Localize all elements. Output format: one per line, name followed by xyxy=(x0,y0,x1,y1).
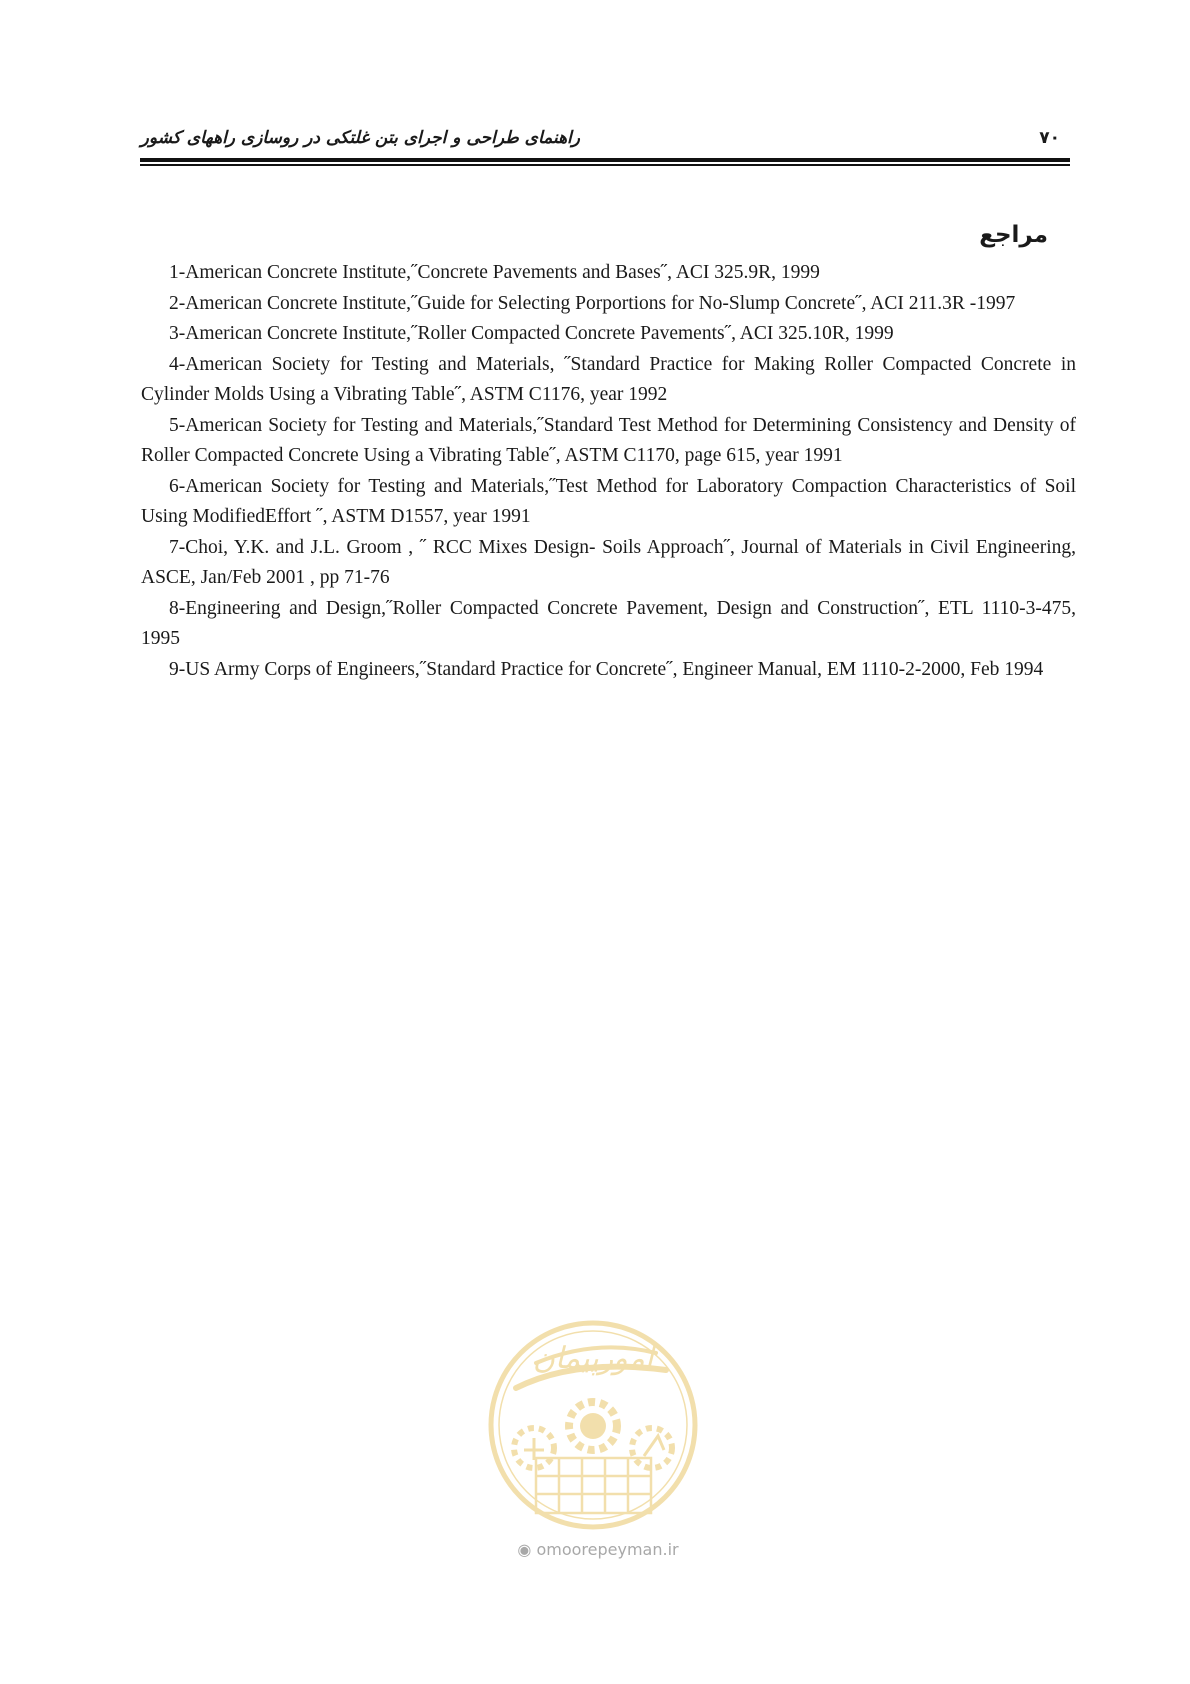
reference-item: 9-US Army Corps of Engineers,˝Standard Practice for Concrete˝, Engineer Manual, EM 1110-2-2000, Feb 1994 xyxy=(169,658,1044,680)
reference-item: 3-American Concrete Institute,˝Roller Compacted Concrete Pavements˝, ACI 325.10R, 1999 xyxy=(169,323,894,344)
reference-item: 4-American Society for Testing and Materials, ˝Standard Practice for Making Roller Compacted Concrete in Cylinder Molds Using a Vibrating Table˝, ASTM C1176, year 1992 xyxy=(141,353,1076,405)
watermark-logo xyxy=(486,1318,701,1533)
reference-item: 8-Engineering and Design,˝Roller Compacted Concrete Pavement, Design and Construction˝, ETL 1110-3-475, 1995 xyxy=(141,597,1076,649)
reference-item: 6-American Society for Testing and Materials,˝Test Method for Laboratory Compaction Characteristics of Soil Using ModifiedEffort ˝, ASTM D1557, year 1991 xyxy=(141,475,1076,527)
reference-item: 2-American Concrete Institute,˝Guide for Selecting Porportions for No-Slump Concrete˝, ACI 211.3R -1997 xyxy=(169,292,1016,314)
reference-item: 1-American Concrete Institute,˝Concrete Pavements and Bases˝, ACI 325.9R, 1999 xyxy=(169,262,820,283)
header-rule-thick xyxy=(140,158,1070,162)
globe-icon: ◉ xyxy=(517,1540,537,1559)
watermark-url-text: omoorepeyman.ir xyxy=(536,1540,679,1559)
watermark-url xyxy=(498,1540,698,1559)
running-title: راهنمای طراحی و اجرای بتن غلتکی در روسازی راههای کشور xyxy=(140,128,580,148)
page-number: ۷۰ xyxy=(1039,128,1060,148)
header-rule-thin xyxy=(140,164,1070,166)
section-title: مراجع xyxy=(979,222,1048,248)
watermark-logo-text: امورپیمان xyxy=(532,1341,654,1376)
reference-item: 7-Choi, Y.K. and J.L. Groom , ˝ RCC Mixes Design- Soils Approach˝, Journal of Materials in Civil Engineering, ASCE, Jan/Feb 2001 , pp 71-76 xyxy=(141,536,1076,588)
reference-item: 5-American Society for Testing and Materials,˝Standard Test Method for Determining Consistency and Density of Roller Compacted Concrete Using a Vibrating Table˝, ASTM C1170, page 615, year 1991 xyxy=(141,414,1076,466)
reference-list xyxy=(141,258,1076,685)
